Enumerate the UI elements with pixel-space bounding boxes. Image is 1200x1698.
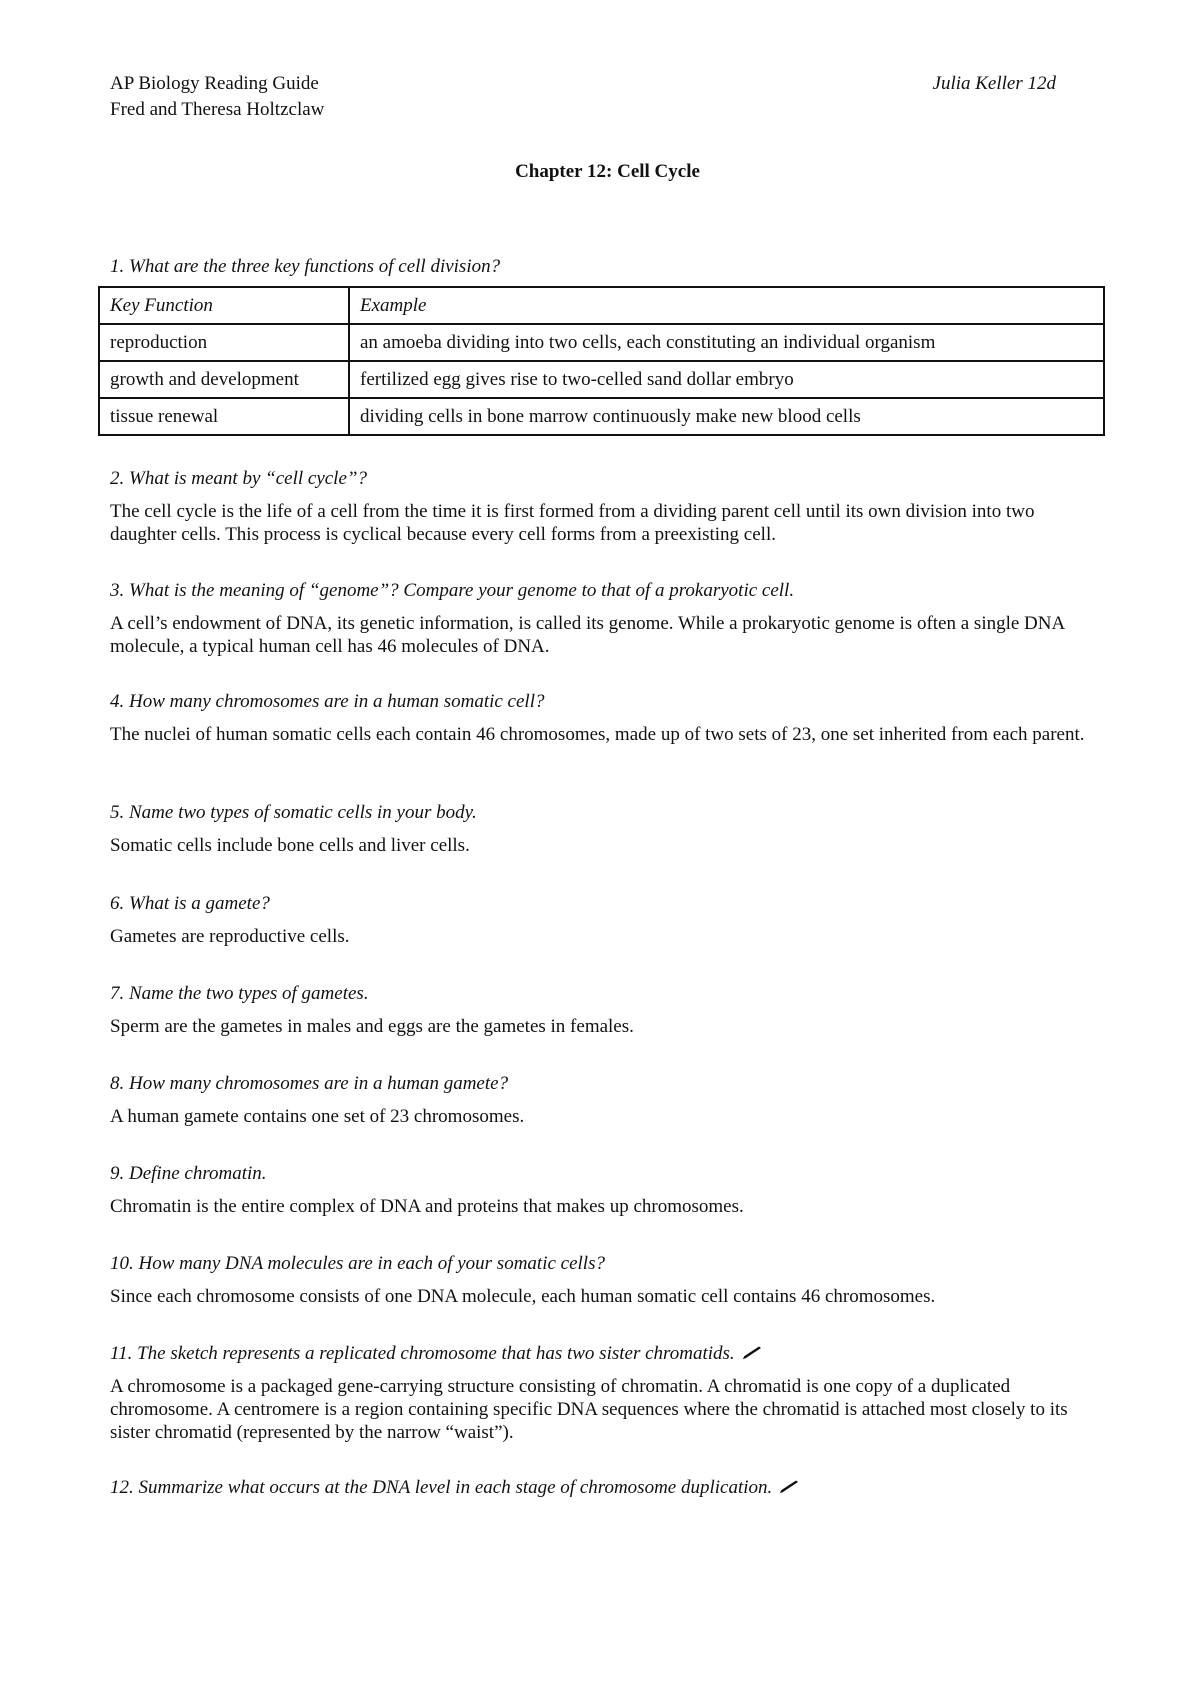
authors: Fred and Theresa Holtzclaw — [110, 99, 325, 120]
question-10: 10. How many DNA molecules are in each of your somatic cells? — [110, 1253, 605, 1274]
table-cell: tissue renewal — [99, 398, 349, 435]
answer-3: A cell’s endowment of DNA, its genetic information, is called its genome. While a prokaryotic genome is often a single DNA molecule, a typical human cell has 46 molecules of DNA. — [110, 613, 1065, 657]
document-page — [110, 72, 1105, 1498]
question-8: 8. How many chromosomes are in a human gamete? — [110, 1073, 509, 1094]
table-cell: growth and development — [99, 361, 349, 398]
question-3: 3. What is the meaning of “genome”? Compare your genome to that of a prokaryotic cell. — [110, 580, 795, 601]
table-header-row — [99, 287, 1104, 324]
question-4: 4. How many chromosomes are in a human somatic cell? — [110, 691, 545, 712]
table-header-cell: Example — [349, 287, 1104, 324]
answer-6: Gametes are reproductive cells. — [110, 926, 350, 947]
answer-11: A chromosome is a packaged gene-carrying structure consisting of chromatin. A chromatid is one copy of a duplicated chromosome. A centromere is a region containing specific DNA sequences where the chromatid is attached most closely to its sister chromatid (represented by the narrow “waist”). — [110, 1376, 1068, 1443]
question-12-text: 12. Summarize what occurs at the DNA level in each stage of chromosome duplication. — [110, 1477, 773, 1498]
table-header-cell: Key Function — [99, 287, 349, 324]
question-2: 2. What is meant by “cell cycle”? — [110, 468, 367, 489]
answer-10: Since each chromosome consists of one DNA molecule, each human somatic cell contains 46 chromosomes. — [110, 1286, 936, 1307]
table-cell: fertilized egg gives rise to two-celled sand dollar embryo — [349, 361, 1104, 398]
answer-8: A human gamete contains one set of 23 chromosomes. — [110, 1106, 525, 1127]
question-12 — [110, 1476, 800, 1499]
question-1: 1. What are the three key functions of cell division? — [110, 256, 501, 277]
pencil-icon — [741, 1346, 763, 1360]
answer-9: Chromatin is the entire complex of DNA and proteins that makes up chromosomes. — [110, 1196, 744, 1217]
student-name: Julia Keller 12d — [932, 73, 1056, 94]
page-header — [110, 72, 1105, 122]
course-title: AP Biology Reading Guide — [110, 73, 319, 94]
question-11 — [110, 1342, 763, 1365]
question-7: 7. Name the two types of gametes. — [110, 983, 369, 1004]
table-row — [99, 324, 1104, 361]
question-9: 9. Define chromatin. — [110, 1163, 267, 1184]
question-5: 5. Name two types of somatic cells in your body. — [110, 802, 477, 823]
key-function-table — [98, 286, 1105, 436]
question-11-text: 11. The sketch represents a replicated chromosome that has two sister chromatids. — [110, 1343, 735, 1364]
chapter-title: Chapter 12: Cell Cycle — [515, 161, 700, 182]
answer-4: The nuclei of human somatic cells each contain 46 chromosomes, made up of two sets of 23, one set inherited from each parent. — [110, 724, 1085, 745]
answer-5: Somatic cells include bone cells and liver cells. — [110, 835, 470, 856]
table-cell: an amoeba dividing into two cells, each constituting an individual organism — [349, 324, 1104, 361]
table-row — [99, 361, 1104, 398]
table-cell: dividing cells in bone marrow continuously make new blood cells — [349, 398, 1104, 435]
answer-2: The cell cycle is the life of a cell from the time it is first formed from a dividing parent cell until its own division into two daughter cells. This process is cyclical because every cell forms from a preexisting cell. — [110, 501, 1035, 545]
answer-7: Sperm are the gametes in males and eggs are the gametes in females. — [110, 1016, 634, 1037]
question-6: 6. What is a gamete? — [110, 893, 270, 914]
pencil-icon — [778, 1480, 800, 1494]
table-row — [99, 398, 1104, 435]
table-cell: reproduction — [99, 324, 349, 361]
